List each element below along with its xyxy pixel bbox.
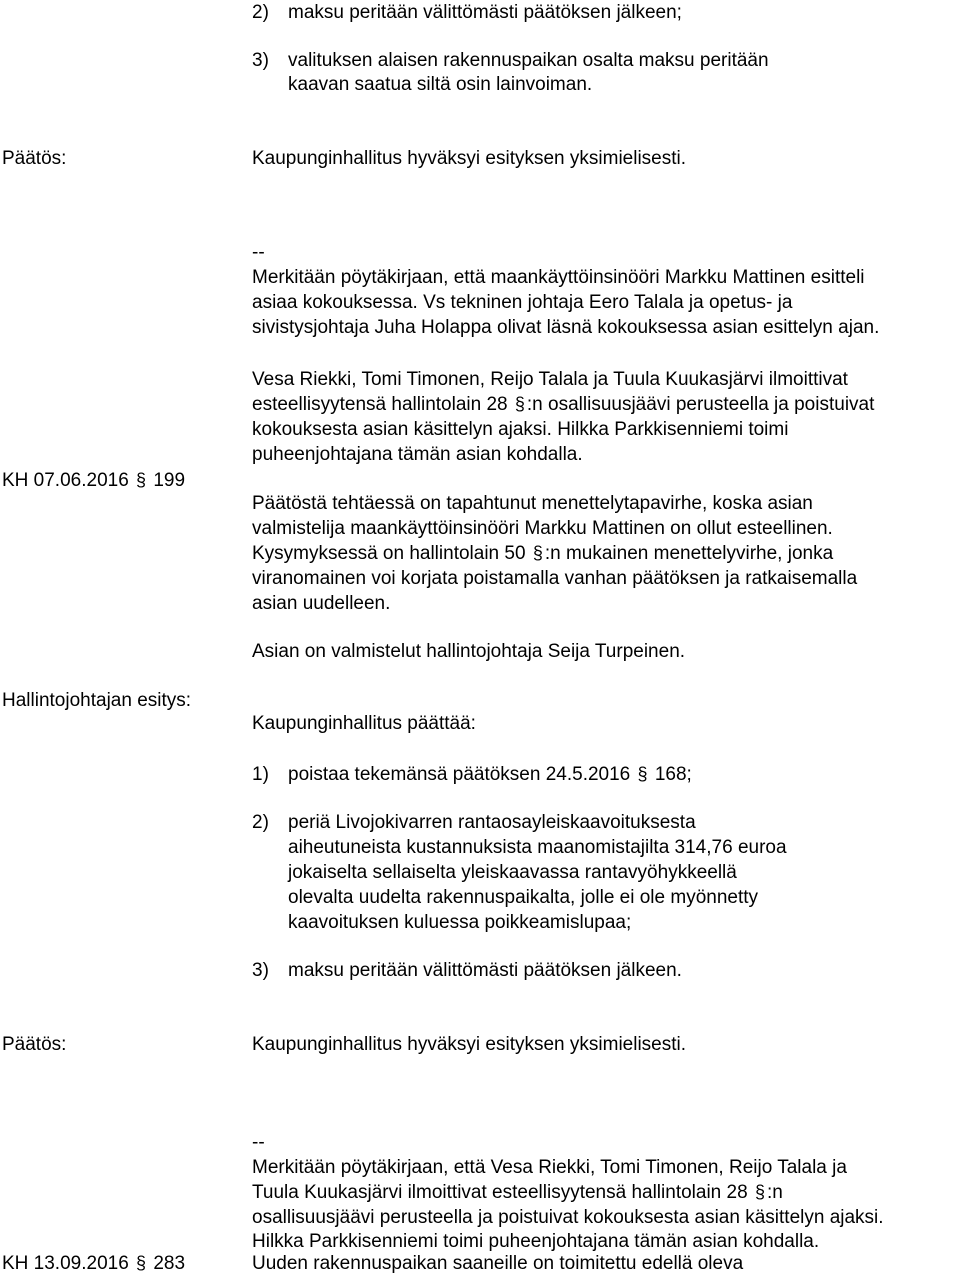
paragraph-line: asian uudelleen. (252, 593, 391, 614)
list-item-text: maksu peritään välittömästi päätöksen jälkeen. (288, 960, 682, 981)
meeting-date: KH 07.06.2016 (2, 470, 129, 491)
note-line: Uuden rakennuspaikan saaneille on toimitettu edellä oleva (252, 1253, 744, 1274)
list-item-number: 1) (252, 764, 269, 785)
note-line: Merkitään pöytäkirjaan, että maankäyttöinsinööri Markku Mattinen esitteli (252, 267, 865, 288)
list-item-text: olevalta uudelta rakennuspaikalta, jolle ei ole myönnetty (288, 887, 759, 908)
list-item-text: periä Livojokivarren rantaosayleiskaavoituksesta (288, 812, 696, 833)
section-sign: § (754, 1182, 765, 1202)
text-run: :n osallisuusjäävi perusteella ja poistuivat (526, 394, 875, 415)
paragraph-line: kokouksesta asian käsittelyn ajaksi. Hilkka Parkkisenniemi toimi (252, 419, 789, 440)
preparer-text: Asian on valmistelut hallintojohtaja Seija Turpeinen. (252, 641, 686, 662)
note-dash: -- (252, 1132, 265, 1153)
text-run: :n (766, 1182, 783, 1203)
list-item-text: aiheutuneista kustannuksista maanomistajilta 314,76 euroa (288, 837, 787, 858)
text-run: esteellisyytensä hallintolain 28 (252, 394, 508, 415)
paragraph-line: viranomainen voi korjata poistamalla vanhan päätöksen ja ratkaisemalla (252, 568, 858, 589)
text-run: 168; (654, 764, 692, 785)
note-line: osallisuusjäävi perusteella ja poistuivat kokouksesta asian käsittelyn ajaksi. (252, 1207, 884, 1228)
paragraph-line (252, 541, 833, 566)
list-item-text: jokaiselta sellaiselta yleiskaavassa rantavyöhykkeellä (288, 862, 737, 883)
list-item-number: 2) (252, 812, 269, 833)
paragraph-line: valmistelija maankäyttöinsinööri Markku Mattinen on ollut esteellinen. (252, 518, 833, 539)
proposal-intro: Kaupunginhallitus päättää: (252, 713, 476, 734)
section-sign: § (514, 394, 525, 414)
list-item-number: 3) (252, 50, 269, 71)
list-item-number: 2) (252, 2, 269, 23)
section-number: 199 (153, 470, 186, 491)
list-item-text: maksu peritään välittömästi päätöksen jälkeen; (288, 2, 682, 23)
text-run: Tuula Kuukasjärvi ilmoittivat esteellisyytensä hallintolain 28 (252, 1182, 748, 1203)
note-dash: -- (252, 242, 265, 263)
note-line: sivistysjohtaja Juha Holappa olivat läsnä kokouksessa asian esittelyn ajan. (252, 317, 880, 338)
section-sign: § (532, 543, 543, 563)
decision-text: Kaupunginhallitus hyväksyi esityksen yksimielisesti. (252, 148, 687, 169)
text-run: Kysymyksessä on hallintolain 50 (252, 543, 526, 564)
list-item-text: kaavoituksen kuluessa poikkeamislupaa; (288, 912, 632, 933)
note-line: Merkitään pöytäkirjaan, että Vesa Riekki, Tomi Timonen, Reijo Talala ja (252, 1157, 847, 1178)
note-line: asiaa kokouksessa. Vs tekninen johtaja Eero Talala ja opetus- ja (252, 292, 793, 313)
paragraph-line (252, 392, 874, 417)
list-item-text: valituksen alaisen rakennuspaikan osalta maksu peritään (288, 50, 769, 71)
section-number: 283 (153, 1253, 186, 1274)
section-sign: § (136, 470, 147, 490)
paragraph-line: puheenjohtajana tämän asian kohdalla. (252, 444, 583, 465)
text-run: :n mukainen menettelyvirhe, jonka (544, 543, 834, 564)
meeting-date: KH 13.09.2016 (2, 1253, 129, 1274)
list-item-text (288, 762, 692, 787)
decision-label: Päätös: (2, 1034, 67, 1055)
proposal-label: Hallintojohtajan esitys: (2, 690, 192, 711)
paragraph-line: Päätöstä tehtäessä on tapahtunut menettelytapavirhe, koska asian (252, 493, 813, 514)
note-line (252, 1180, 783, 1205)
decision-text: Kaupunginhallitus hyväksyi esityksen yksimielisesti. (252, 1034, 687, 1055)
section-sign: § (136, 1253, 147, 1273)
text-run: poistaa tekemänsä päätöksen 24.5.2016 (288, 764, 631, 785)
list-item-text: kaavan saatua siltä osin lainvoiman. (288, 74, 593, 95)
paragraph-line: Vesa Riekki, Tomi Timonen, Reijo Talala ja Tuula Kuukasjärvi ilmoittivat (252, 369, 848, 390)
meeting-reference (2, 1251, 185, 1276)
section-sign: § (637, 764, 648, 784)
note-line: Hilkka Parkkisenniemi toimi puheenjohtajana tämän asian kohdalla. (252, 1231, 820, 1252)
meeting-reference (2, 468, 185, 493)
decision-label: Päätös: (2, 148, 67, 169)
list-item-number: 3) (252, 960, 269, 981)
